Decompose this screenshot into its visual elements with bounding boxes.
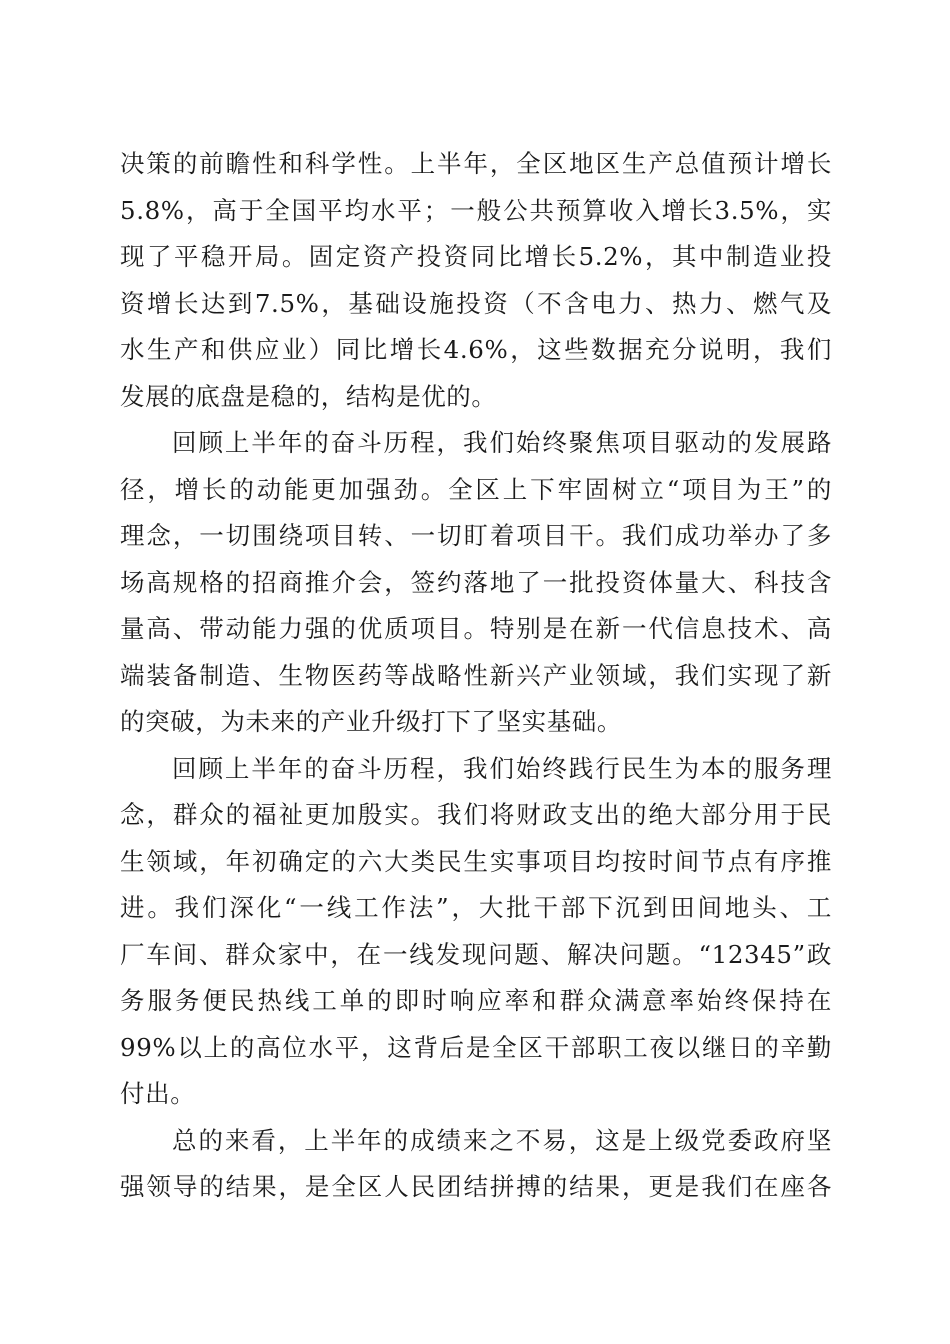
text-line: 径，增长的动能更加强劲。全区上下牢固树立“项目为王”的: [120, 474, 832, 504]
document-body: [120, 141, 832, 1211]
paragraph: [120, 141, 832, 420]
text-line: 念，群众的福祉更加殷实。我们将财政支出的绝大部分用于民: [120, 800, 832, 829]
text-line: 的突破，为未来的产业升级打下了坚实基础。: [120, 707, 622, 736]
paragraph: [120, 746, 832, 1118]
text-line: 发展的底盘是稳的，结构是优的。: [120, 381, 497, 411]
text-line: 99%以上的高位水平，这背后是全区干部职工夜以继日的辛勤: [120, 1032, 832, 1062]
paragraph: [120, 420, 832, 746]
text-line: 决策的前瞻性和科学性。上半年，全区地区生产总值预计增长: [120, 149, 832, 178]
text-line: 量高、带动能力强的优质项目。特别是在新一代信息技术、高: [120, 614, 832, 643]
text-line: 水生产和供应业）同比增长4.6%，这些数据充分说明，我们: [120, 335, 832, 364]
paragraph: [120, 1118, 832, 1211]
text-line: 5.8%，高于全国平均水平；一般公共预算收入增长3.5%，实: [120, 195, 832, 225]
text-line: 场高规格的招商推介会，签约落地了一批投资体量大、科技含: [120, 567, 832, 597]
text-line: 资增长达到7.5%，基础设施投资（不含电力、热力、燃气及: [120, 288, 832, 318]
text-line: 回顾上半年的奋斗历程，我们始终践行民生为本的服务理: [172, 753, 832, 783]
text-line: 现了平稳开局。固定资产投资同比增长5.2%，其中制造业投: [120, 242, 832, 271]
text-line: 理念，一切围绕项目转、一切盯着项目干。我们成功举办了多: [120, 521, 832, 550]
text-line: 强领导的结果，是全区人民团结拼搏的结果，更是我们在座各: [120, 1172, 832, 1201]
text-line: 付出。: [120, 1079, 196, 1108]
text-line: 总的来看，上半年的成绩来之不易，这是上级党委政府坚: [172, 1125, 832, 1155]
text-line: 厂车间、群众家中，在一线发现问题、解决问题。“12345”政: [120, 939, 832, 969]
text-line: 生领域，年初确定的六大类民生实事项目均按时间节点有序推: [120, 846, 832, 876]
text-line: 务服务便民热线工单的即时响应率和群众满意率始终保持在: [120, 986, 832, 1015]
text-line: 端装备制造、生物医药等战略性新兴产业领域，我们实现了新: [120, 660, 832, 690]
text-line: 进。我们深化“一线工作法”，大批干部下沉到田间地头、工: [120, 893, 832, 922]
text-line: 回顾上半年的奋斗历程，我们始终聚焦项目驱动的发展路: [172, 428, 832, 457]
